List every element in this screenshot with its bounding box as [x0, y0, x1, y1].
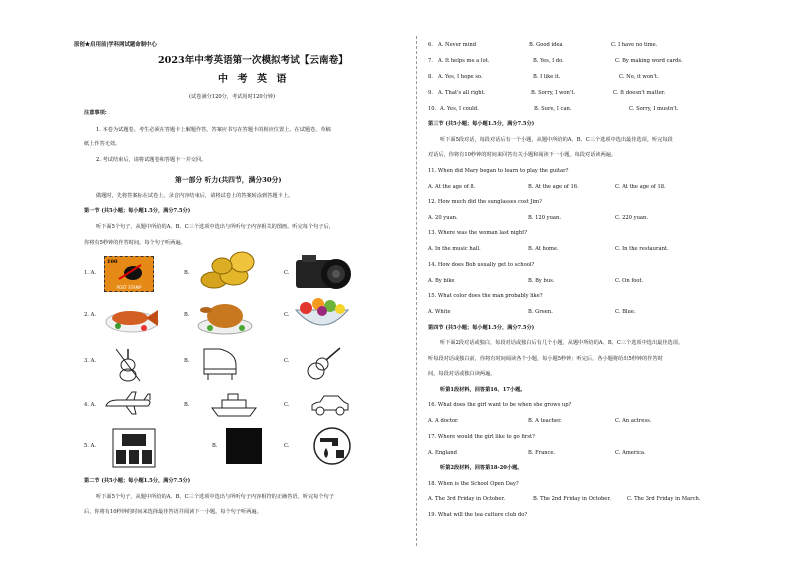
sec3-intro-a: 听下面5段对话，每段对话后有一个小题，从题中所给的A、B、C三个选项中选出最佳选项。听完每段	[440, 137, 673, 143]
notice-heading: 注意事项:	[84, 110, 107, 116]
car-icon[interactable]	[308, 392, 352, 418]
sec4-intro-c: 间。每段对话或独白读两遍。	[428, 371, 496, 377]
q12-option-c[interactable]: C. 220 yuan.	[615, 215, 648, 221]
pic-q4-c: C.	[284, 402, 290, 408]
recycling-sign-icon[interactable]	[112, 428, 156, 468]
q15-option-a[interactable]: A. White	[428, 309, 451, 315]
q10-option-a[interactable]: A. Yes, I could.	[440, 106, 479, 112]
q11-option-c[interactable]: C. At the age of 18.	[615, 184, 666, 190]
notice-1b: 纸上作答无效。	[84, 141, 121, 147]
pic-q3-label: 3. A.	[84, 358, 96, 364]
q15-question: 15. What color does the man probably like?	[428, 293, 543, 299]
pic-q2-b: B.	[184, 312, 190, 318]
q8-option-c[interactable]: C. No, it won't.	[619, 74, 659, 80]
watermark: 原创★启用前|学科网试题命制中心	[74, 42, 157, 48]
q13-question: 13. Where was the woman last night?	[428, 230, 528, 236]
q7-option-b[interactable]: B. Yes, I do.	[533, 58, 564, 64]
q19-question: 19. What will the tea culture club do?	[428, 512, 528, 518]
q8-number: 8.	[428, 74, 433, 80]
q9-option-a[interactable]: A. That's all right.	[438, 90, 486, 96]
airplane-icon[interactable]	[104, 390, 154, 418]
q12-option-b[interactable]: B. 120 yuan.	[528, 215, 562, 221]
q17-option-c[interactable]: C. America.	[615, 450, 646, 456]
column-divider	[416, 36, 417, 546]
q7-option-a[interactable]: A. It helps me a lot.	[438, 58, 490, 64]
sec4-intro-a: 听下面2段对话或独白，每段对话或独白后有几个小题，从题中所给的A、B、C三个选项中选出最佳选项。	[440, 340, 684, 346]
roast-chicken-image[interactable]	[196, 296, 254, 336]
page-subtitle: 中 考 英 语	[218, 74, 290, 85]
q8-option-b[interactable]: B. I like it.	[533, 74, 561, 80]
q14-option-a[interactable]: A. By bike	[428, 278, 455, 284]
q11-option-a[interactable]: A. At the age of 8.	[428, 184, 476, 190]
sec3-heading: 第三节 (共5小题；每小题1.5分，满分7.5分)	[428, 121, 535, 127]
black-sign-image[interactable]	[226, 428, 262, 464]
q18-option-c[interactable]: C. The 3rd Friday in March.	[627, 496, 701, 502]
q6-number: 6.	[428, 42, 433, 48]
listen2-heading: 听第2段材料，回答第18-20小题。	[440, 465, 523, 471]
pic-q1-label: 1. A.	[84, 270, 96, 276]
pic-q2-c: C.	[284, 312, 290, 318]
stamp-text: POST STAMP	[116, 285, 142, 290]
q6-option-b[interactable]: B. Good idea	[529, 42, 563, 48]
pic-q5-b: B.	[212, 443, 218, 449]
q9-option-b[interactable]: B. Sorry, I won't.	[531, 90, 576, 96]
q9-option-c[interactable]: C. It doesn't matter.	[613, 90, 666, 96]
q16-option-c[interactable]: C. An actress.	[615, 418, 652, 424]
pic-q3-c: C.	[284, 358, 290, 364]
q14-option-c[interactable]: C. On foot.	[615, 278, 644, 284]
q8-option-a[interactable]: A. Yes, I hope so.	[438, 74, 483, 80]
q12-question: 12. How much did the sunglasses cost Jim?	[428, 199, 542, 205]
q16-question: 16. What does the girl want to be when she grows up?	[428, 402, 572, 408]
q16-option-a[interactable]: A. A doctor.	[428, 418, 459, 424]
q18-question: 18. When is the School Open Day?	[428, 481, 519, 487]
q10-number: 10.	[428, 106, 437, 112]
q17-option-b[interactable]: B. France.	[528, 450, 556, 456]
q7-option-c[interactable]: C. By making word cards.	[615, 58, 683, 64]
sec2-heading: 第二节 (共5小题；每小题1.5分，满分7.5分)	[84, 478, 191, 484]
q17-question: 17. Where would the girl like to go first?	[428, 434, 535, 440]
fish-dish-image[interactable]	[104, 298, 160, 336]
sec4-heading: 第四节 (共5小题；每小题1.5分，满分7.5分)	[428, 325, 535, 331]
page-title: 2023年中考英语第一次模拟考试【云南卷】	[158, 55, 348, 66]
water-tap-sign-icon[interactable]	[312, 426, 352, 466]
guitar-icon[interactable]	[304, 345, 344, 381]
sec4-intro-b: 听每段对话或独白前，你将有时间阅读各个小题，每小题5秒钟；听完后，各小题将给出5秒钟的作答时	[428, 356, 663, 362]
q15-option-b[interactable]: B. Green.	[528, 309, 553, 315]
pic-q1-b: B.	[184, 270, 190, 276]
stamp-value: 100	[107, 259, 118, 265]
salad-bowl-image[interactable]	[292, 296, 352, 336]
pic-q4-label: 4. A.	[84, 402, 96, 408]
q18-option-a[interactable]: A. The 3rd Friday in October.	[428, 496, 506, 502]
q9-number: 9.	[428, 90, 433, 96]
q11-option-b[interactable]: B. At the age of 16.	[528, 184, 579, 190]
q12-option-a[interactable]: A. 20 yuan.	[428, 215, 458, 221]
part1-intro: 做题时，先将答案标在试卷上。录音内容结束后，请将试卷上的答案转涂到答题卡上。	[96, 193, 294, 199]
pic-q4-b: B.	[184, 402, 190, 408]
q6-option-a[interactable]: A. Never mind	[438, 42, 477, 48]
part1-heading: 第一部分 听力(共四节，满分30分)	[175, 176, 282, 184]
sec3-intro-b: 对话后，你将有10秒钟的时间来回答有关小题和阅读下一小题。每段对话读两遍。	[428, 152, 617, 158]
notice-1a: 1. 本卷为试题卷。考生必须在答题卡上解题作答。答案应书写在答题卡的相应位置上，在试题卷、草稿	[96, 127, 331, 133]
sec1-intro-a: 听下面5个句子，从题中所给的A、B、C三个选项中选出与所听句子内容相关的图画。听完每个句子后，	[96, 224, 334, 230]
q6-option-c[interactable]: C. I have no time.	[611, 42, 658, 48]
sec1-intro-b: 你将有5秒钟的作答时间。每个句子听两遍。	[84, 240, 186, 246]
coins-image[interactable]	[196, 250, 258, 290]
q10-option-b[interactable]: B. Sure, I can.	[534, 106, 572, 112]
listen1-heading: 听第1段材料，回答第16、17小题。	[440, 387, 526, 393]
q14-option-b[interactable]: B. By bus.	[528, 278, 555, 284]
piano-icon[interactable]	[200, 345, 240, 381]
pic-q5-c: C.	[284, 443, 290, 449]
sec1-heading: 第一节 (共5小题；每小题1.5分，满分7.5分)	[84, 208, 191, 214]
camera-image[interactable]	[292, 250, 358, 292]
pic-q1-c: C.	[284, 270, 290, 276]
sec2-intro-a: 听下面5个句子，从题中所给的A、B、C三个选项中选出与所听句子内容相符的正确答语。听完每个句子	[96, 494, 334, 500]
q15-option-c[interactable]: C. Blue.	[615, 309, 636, 315]
notice-2: 2. 考试结束后，请将试题卷和答题卡一并交回。	[96, 157, 207, 163]
pic-q2-label: 2. A.	[84, 312, 96, 318]
violin-icon[interactable]	[112, 345, 144, 383]
sec2-intro-b: 后，你将有10秒钟的时间来选择最佳答语并阅读下一小题。每个句子听两遍。	[84, 509, 262, 515]
q13-option-a[interactable]: A. In the music hall.	[428, 246, 481, 252]
q7-number: 7.	[428, 58, 433, 64]
q10-option-c[interactable]: C. Sorry, I mustn't.	[629, 106, 679, 112]
q13-option-b[interactable]: B. At home.	[528, 246, 559, 252]
pic-q3-b: B.	[184, 358, 190, 364]
exam-info: (试卷满分120分，考试用时120分钟)	[189, 94, 276, 100]
q16-option-b[interactable]: B. A teacher.	[528, 418, 562, 424]
stamp-image[interactable]	[104, 256, 154, 292]
q13-option-c[interactable]: C. In the restaurant.	[615, 246, 669, 252]
q18-option-b[interactable]: B. The 2nd Friday in October.	[533, 496, 611, 502]
q14-question: 14. How does Bob usually get to school?	[428, 262, 535, 268]
ship-icon[interactable]	[210, 390, 258, 418]
q11-question: 11. When did Mary began to learn to play the guitar?	[428, 168, 569, 174]
pic-q5-label: 5. A.	[84, 443, 96, 449]
q17-option-a[interactable]: A. England	[428, 450, 457, 456]
